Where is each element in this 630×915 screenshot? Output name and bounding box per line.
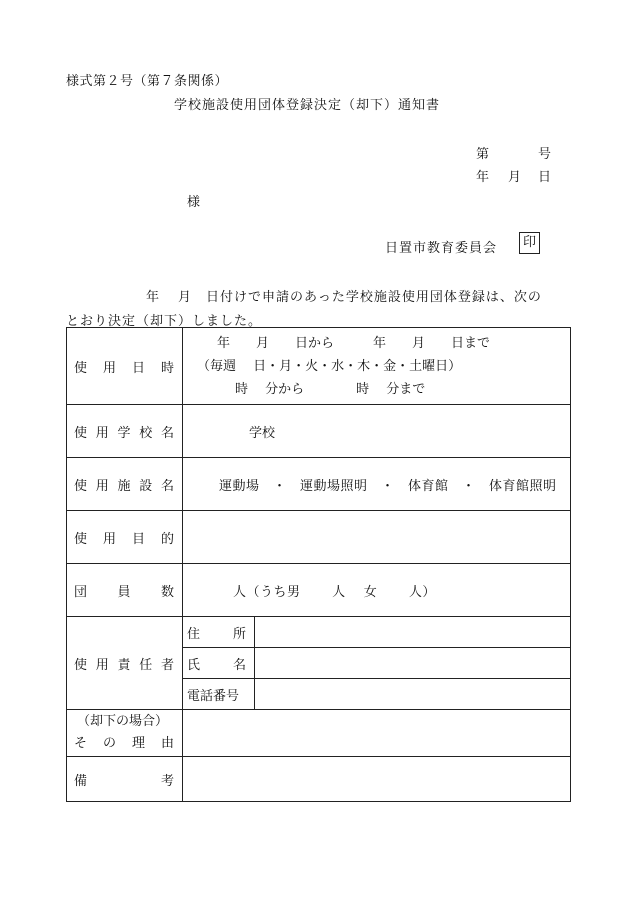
- addressee-honorific: 様: [187, 195, 201, 210]
- seal-stamp: 印: [519, 232, 540, 254]
- label-char: 考: [160, 773, 174, 789]
- row-member-count: [67, 564, 571, 617]
- school-suffix: 学校: [249, 425, 276, 441]
- body-month-label: 月: [178, 290, 193, 305]
- label-char: 使: [74, 360, 88, 376]
- label-char: 団: [74, 584, 88, 600]
- date-day-label: 日: [538, 170, 552, 185]
- body-text-rest: 日付けで申請のあった学校施設使用団体登録は、次の: [206, 290, 542, 305]
- label-char: 所: [232, 626, 246, 642]
- label-char: 理: [131, 736, 145, 751]
- body-text-line1: [146, 286, 542, 305]
- label-char: 名: [232, 657, 246, 673]
- member-breakdown: 人（うち男 人 女 人）: [233, 584, 436, 600]
- body-text-line2: とおり決定（却下）しました。: [66, 314, 263, 329]
- label-char: 用: [95, 657, 109, 673]
- facility-options: 運動場 ・ 運動場照明 ・ 体育館 ・ 体育館照明: [219, 478, 557, 494]
- field-address[interactable]: [255, 617, 571, 648]
- label-facility-name: [67, 458, 183, 511]
- field-remarks[interactable]: [183, 757, 571, 802]
- row-usage-datetime: [67, 328, 571, 405]
- label-char: 由: [160, 736, 174, 751]
- label-char: 住: [187, 626, 201, 642]
- label-phone: [183, 679, 255, 710]
- row-remarks: [67, 757, 571, 802]
- row-facility-name: [67, 458, 571, 511]
- label-char: 使: [74, 657, 88, 673]
- label-char: 日: [131, 360, 145, 376]
- label-address: [183, 617, 255, 648]
- body-year-label: 年: [146, 290, 161, 305]
- label-char: 校: [139, 425, 153, 441]
- label-char: 的: [160, 531, 174, 547]
- label-char: 設: [139, 478, 153, 494]
- time-range-line: 時 分から 時 分まで: [235, 381, 426, 397]
- field-school-name[interactable]: [183, 405, 571, 458]
- ref-number-prefix: 第: [476, 147, 490, 162]
- label-remarks: [67, 757, 183, 802]
- label-rejection-reason: [67, 710, 183, 757]
- ref-number-suffix: 号: [538, 147, 552, 162]
- row-usage-purpose: [67, 511, 571, 564]
- field-usage-purpose[interactable]: [183, 511, 571, 564]
- date-year-label: 年: [476, 170, 490, 185]
- label-char: 施: [117, 478, 131, 494]
- label-responsible-person: [67, 617, 183, 710]
- label-char: 用: [95, 478, 109, 494]
- phone-label-text: 電話番号: [187, 688, 240, 704]
- label-char: 者: [160, 657, 174, 673]
- label-school-name: [67, 405, 183, 458]
- weekday-line: （毎週 日・月・火・水・木・金・土曜日）: [197, 358, 462, 374]
- row-rejection-reason: [67, 710, 571, 757]
- label-char: 責: [117, 657, 131, 673]
- label-char: 学: [117, 425, 131, 441]
- form-number: 様式第２号（第７条関係）: [66, 74, 229, 89]
- label-name: [183, 648, 255, 679]
- rejection-note: （却下の場合）: [77, 714, 169, 729]
- row-school-name: [67, 405, 571, 458]
- label-char: そ: [74, 736, 88, 751]
- label-char: 目: [131, 531, 145, 547]
- label-char: 時: [160, 360, 174, 376]
- label-char: 数: [160, 584, 174, 600]
- label-char: 員: [117, 584, 131, 600]
- label-member-count: [67, 564, 183, 617]
- label-char: 用: [95, 425, 109, 441]
- document-title: 学校施設使用団体登録決定（却下）通知書: [174, 98, 441, 113]
- row-responsible-address: [67, 617, 571, 648]
- field-name[interactable]: [255, 648, 571, 679]
- label-usage-datetime: [67, 328, 183, 405]
- label-char: 氏: [187, 657, 201, 673]
- label-char: 用: [102, 360, 116, 376]
- label-char: 使: [74, 531, 88, 547]
- label-char: 備: [74, 773, 88, 789]
- issuer-name: 日置市教育委員会: [385, 241, 498, 256]
- label-char: の: [102, 736, 116, 751]
- label-char: 使: [74, 478, 88, 494]
- field-member-count[interactable]: [183, 564, 571, 617]
- label-char: 名: [160, 425, 174, 441]
- field-usage-datetime[interactable]: [183, 328, 571, 405]
- label-usage-purpose: [67, 511, 183, 564]
- label-char: 名: [160, 478, 174, 494]
- date-range-line: 年 月 日から 年 月 日まで: [217, 335, 491, 351]
- field-facility-name[interactable]: [183, 458, 571, 511]
- field-phone[interactable]: [255, 679, 571, 710]
- registration-table: [66, 327, 571, 802]
- date-month-label: 月: [508, 170, 522, 185]
- label-char: 任: [139, 657, 153, 673]
- label-char: 用: [102, 531, 116, 547]
- field-rejection-reason[interactable]: [183, 710, 571, 757]
- label-char: 使: [74, 425, 88, 441]
